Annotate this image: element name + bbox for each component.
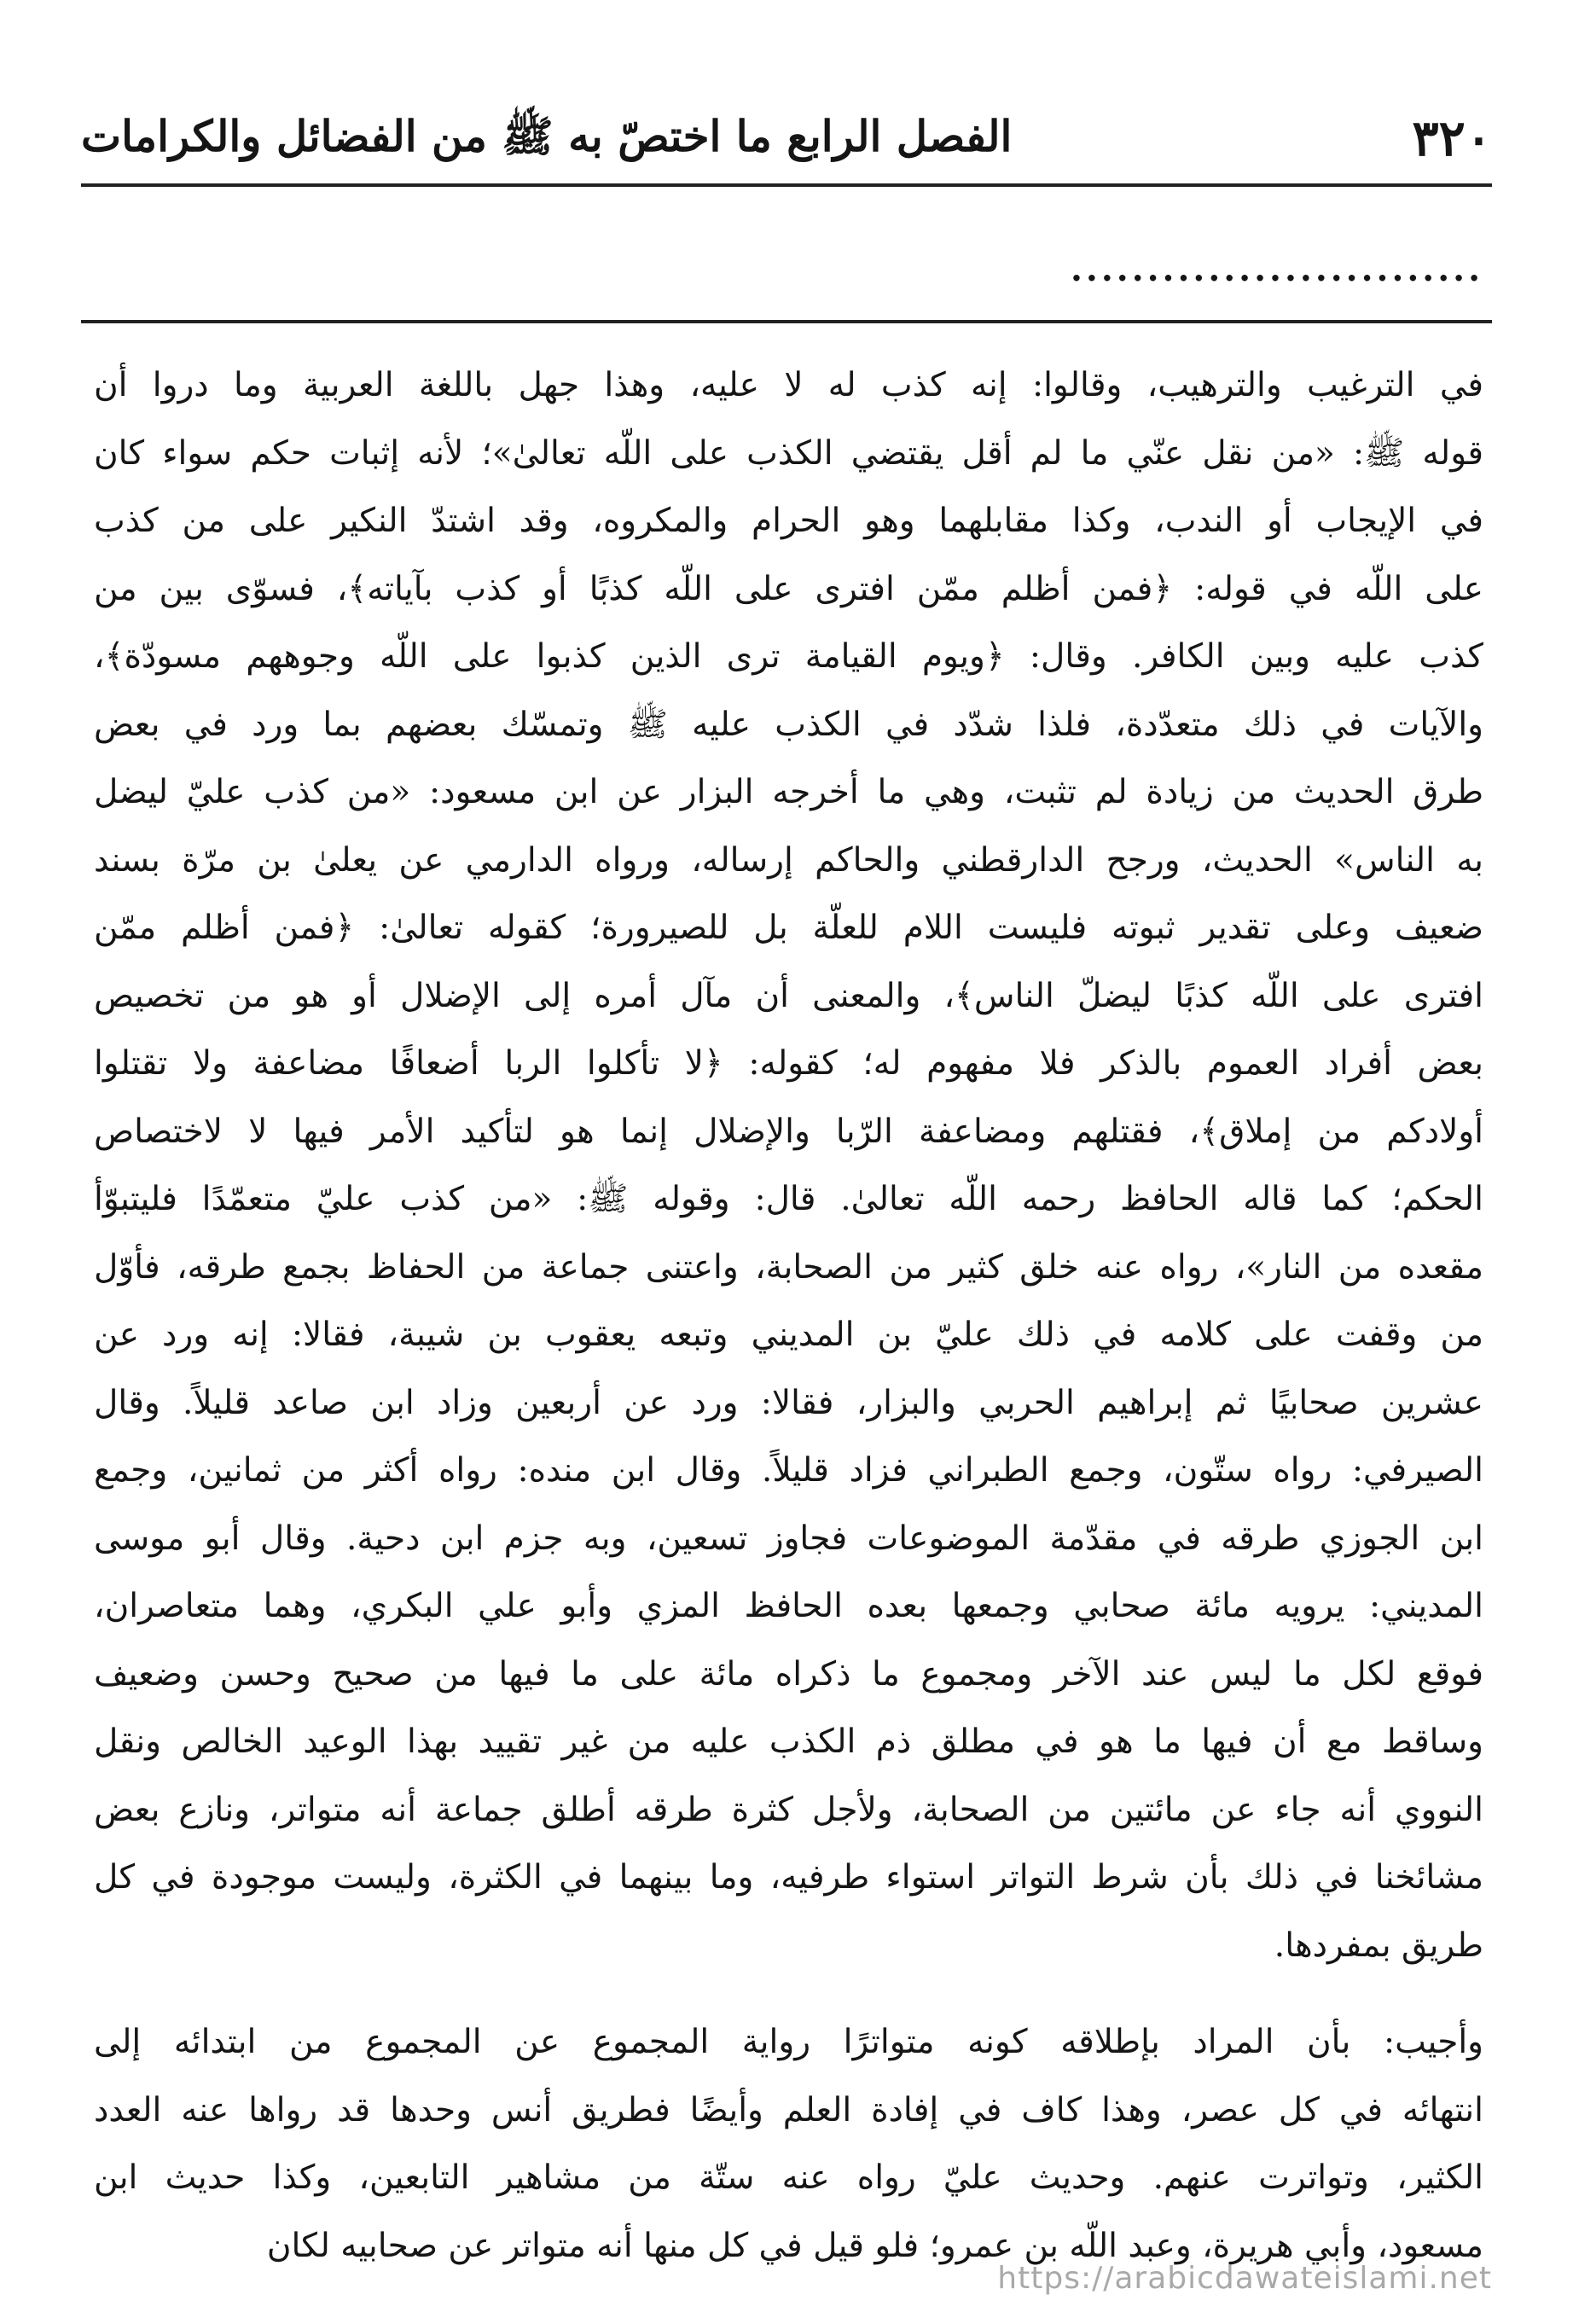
text-line: ابن الجوزي طرقه في مقدّمة الموضوعات فجاوز تسعين، وبه جزم ابن دحية. وقال أبو موسى [94,1519,1483,1558]
text-line: أولادكم من إملاق﴾، فقتلهم ومضاعفة الرّبا والإضلال إنما هو لتأكيد الأمر فيها لا لاختصاص [94,1112,1483,1151]
running-title: الفصل الرابع ما اختصّ به ﷺ من الفضائل والكرامات [81,111,1013,161]
separator-dots: ........................... [1071,249,1483,289]
paragraph-1 [94,352,1483,1979]
text-line: ضعيف وعلى تقدير ثبوته فليست اللام للعلّة بل للصيرورة؛ كقوله تعالىٰ: ﴿فمن أظلم ممّن [94,909,1483,947]
text-line: طريق بمفردها. [1274,1926,1483,1965]
text-line: مشائخنا في ذلك بأن شرط التواتر استواء طرفيه، وما بينهما في الكثرة، وليست موجودة في كل [94,1858,1483,1897]
page-number: ٣٢٠ [1412,109,1492,167]
page-header [81,101,1492,177]
text-line: المديني: يرويه مائة صحابي وجمعها بعده الحافظ المزي وأبو علي البكري، وهما متعاصران، [94,1587,1483,1625]
text-line: مقعده من النار»، رواه عنه خلق كثير من الصحابة، واعتنى جماعة من الحفاظ بجمع طرقه، فأوّل [94,1247,1483,1287]
text-line: افترى على اللّه كذبًا ليضلّ الناس﴾، والمعنى أن مآل أمره إلى الإضلال أو هو من تخصيص [94,976,1483,1015]
text-line: بعض أفراد العموم بالذكر فلا مفهوم له؛ كقوله: ﴿لا تأكلوا الربا أضعافًا مضاعفة ولا تقتلوا [94,1044,1483,1083]
text-line: من وقفت على كلامه في ذلك عليّ بن المديني وتبعه يعقوب بن شيبة، فقالا: إنه ورد عن [94,1316,1483,1354]
paragraph-gap [94,1979,1483,2008]
text-line: وساقط مع أن فيها ما هو في مطلق ذم الكذب عليه من غير تقييد بهذا الوعيد الخالص ونقل [94,1723,1483,1761]
text-line: مسعود، وأبي هريرة، وعبد اللّه بن عمرو؛ فلو قيل في كل منها أنه متواتر عن صحابيه لكان [266,2226,1483,2265]
text-line: فوقع لكل ما ليس عند الآخر ومجموع ما ذكراه مائة على ما فيها من صحيح وحسن وضعيف [94,1654,1483,1694]
text-line: والآيات في ذلك متعدّدة، فلذا شدّد في الكذب عليه ﷺ وتمسّك بعضهم بما ورد في بعض [94,705,1483,744]
text-line: الحكم؛ كما قاله الحافظ رحمه اللّه تعالىٰ. قال: وقوله ﷺ: «من كذب عليّ متعمّدًا فليتبوّأ [94,1180,1483,1218]
watermark-url: https://arabicdawateislami.net [997,2261,1492,2296]
text-line: الصيرفي: رواه ستّون، وجمع الطبراني فزاد قليلاً. وقال ابن منده: رواه أكثر من ثمانين، وجمع [94,1451,1483,1490]
text-line: على اللّه في قوله: ﴿فمن أظلم ممّن افترى على اللّه كذبًا أو كذب بآياته﴾، فسوّى بين من [94,569,1483,608]
text-line: قوله ﷺ: «من نقل عنّي ما لم أقل يقتضي الكذب على اللّه تعالىٰ»؛ لأنه إثبات حكم سواء كان [94,433,1483,473]
paragraph-2 [94,2008,1483,2280]
header-rule [81,183,1492,187]
text-line: وأجيب: بأن المراد بإطلاقه كونه متواترًا رواية المجموع عن المجموع من ابتدائه إلى [94,2023,1483,2061]
text-line: النووي أنه جاء عن مائتين من الصحابة، ولأجل كثرة طرقه أطلق جماعة أنه متواتر، ونازع بعض [94,1790,1483,1829]
text-line: طرق الحديث من زيادة لم تثبت، وهي ما أخرجه البزار عن ابن مسعود: «من كذب عليّ ليضل [94,773,1483,811]
section-rule [81,320,1492,323]
text-line: كذب عليه وبين الكافر. وقال: ﴿ويوم القيامة ترى الذين كذبوا على اللّه وجوههم مسودّة﴾، [94,637,1483,676]
text-line: الكثير، وتواترت عنهم. وحديث عليّ رواه عنه ستّة من مشاهير التابعين، وكذا حديث ابن [94,2158,1483,2197]
text-line: انتهائه في كل عصر، وهذا كاف في إفادة العلم وأيضًا فطريق أنس وحدها قد رواها عنه العدد [94,2090,1483,2129]
text-line: به الناس» الحديث، ورجح الدارقطني والحاكم إرساله، ورواه الدارمي عن يعلىٰ بن مرّة بسند [94,840,1483,880]
text-line: عشرين صحابيًا ثم إبراهيم الحربي والبزار، فقالا: ورد عن أربعين وزاد ابن صاعد قليلاً. وقال [94,1383,1483,1422]
body-text [94,352,1483,2280]
text-line: في الترغيب والترهيب، وقالوا: إنه كذب له لا عليه، وهذا جهل باللغة العربية وما دروا أن [94,366,1483,404]
text-line: في الإيجاب أو الندب، وكذا مقابلهما وهو الحرام والمكروه، وقد اشتدّ النكير على من كذب [94,502,1483,540]
